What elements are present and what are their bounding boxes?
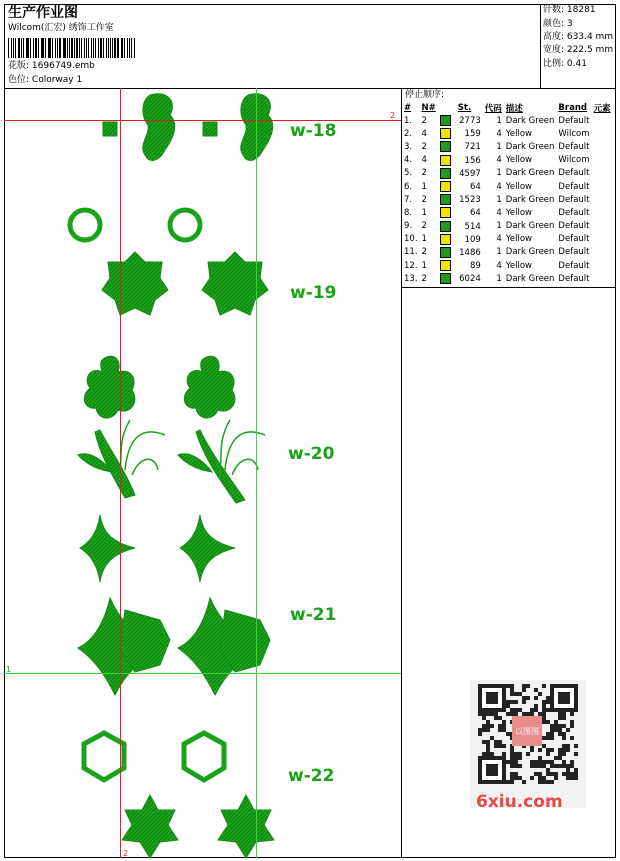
design-file-label: 花版: bbox=[8, 61, 30, 71]
stop-cell-brand: Default bbox=[558, 194, 590, 205]
guide-red-horizontal bbox=[4, 120, 401, 121]
stop-cell-n: 2 bbox=[421, 273, 427, 284]
stop-cell-n: 1 bbox=[421, 234, 427, 245]
stop-cell-brand: Default bbox=[558, 247, 590, 258]
stop-cell-desc: Dark Green bbox=[505, 194, 555, 205]
scale-value: 0.41 bbox=[566, 59, 587, 69]
stop-cell-desc: Dark Green bbox=[505, 168, 555, 179]
stop-col-3: 代码 bbox=[484, 104, 502, 114]
motif-w22-hex-right bbox=[184, 733, 224, 780]
stop-cell-brand: Default bbox=[558, 181, 590, 192]
stop-cell-n: 1 bbox=[421, 207, 427, 218]
guide-red-number-a: 2 bbox=[390, 111, 396, 120]
label-w21: w-21 bbox=[290, 605, 337, 625]
stop-cell-desc: Dark Green bbox=[505, 141, 555, 152]
stop-cell-idx: 9. bbox=[404, 221, 413, 232]
stitch-count: 721 bbox=[464, 142, 481, 153]
stop-cell-code: 1 bbox=[496, 115, 502, 126]
width-label: 宽度: bbox=[543, 45, 565, 55]
stop-cell-code: 1 bbox=[496, 273, 502, 284]
motif-w20-flower-right bbox=[178, 356, 245, 503]
guide-green-horizontal bbox=[4, 673, 401, 674]
stop-cell-code: 4 bbox=[496, 181, 502, 192]
stop-cell-idx: 8. bbox=[404, 207, 413, 218]
label-w22: w-22 bbox=[288, 766, 335, 786]
motif-w19-flower-left bbox=[102, 252, 168, 315]
stitch-count: 1486 bbox=[459, 247, 481, 258]
height-label: 高度: bbox=[543, 32, 565, 42]
watermark-qr bbox=[470, 680, 586, 812]
stop-cell-idx: 12. bbox=[404, 260, 418, 271]
motif-w21-star-right bbox=[180, 515, 235, 582]
motif-w19-ring-left bbox=[70, 210, 100, 240]
stop-cell-idx: 4. bbox=[404, 155, 413, 166]
stop-cell-desc: Dark Green bbox=[505, 221, 555, 232]
stop-cell-desc: Yellow bbox=[505, 234, 532, 245]
stop-cell-brand: Default bbox=[558, 141, 590, 152]
stop-cell-n: 4 bbox=[421, 128, 427, 139]
stop-col-6: 元素 bbox=[593, 104, 611, 114]
stop-cell-n: 2 bbox=[421, 168, 427, 179]
stop-cell-brand: Default bbox=[558, 115, 590, 126]
motif-w22-snowflake-left bbox=[122, 795, 178, 858]
label-w18: w-18 bbox=[290, 121, 337, 141]
stop-cell-brand: Default bbox=[558, 221, 590, 232]
stitch-count: 156 bbox=[464, 155, 481, 166]
motif-w22-hex-left bbox=[84, 733, 124, 780]
page-title: 生产作业图 bbox=[8, 5, 78, 21]
stop-cell-code: 1 bbox=[496, 168, 502, 179]
stop-cell-code: 1 bbox=[496, 221, 502, 232]
stop-cell-idx: 1. bbox=[404, 115, 413, 126]
stop-cell-code: 4 bbox=[496, 155, 502, 166]
motif-w21-star-left bbox=[80, 515, 135, 582]
stop-cell-idx: 3. bbox=[404, 141, 413, 152]
stop-cell-brand: Wilcom bbox=[558, 128, 590, 139]
studio-name: Wilcom(汇宏) 绣饰工作室 bbox=[8, 23, 114, 33]
stop-cell-desc: Yellow bbox=[505, 128, 532, 139]
stop-cell-idx: 6. bbox=[404, 181, 413, 192]
stitches-value: 18281 bbox=[566, 5, 596, 15]
stop-col-4: 描述 bbox=[505, 104, 523, 114]
stop-cell-desc: Dark Green bbox=[505, 273, 555, 284]
height-value: 633.4 mm bbox=[566, 32, 614, 42]
motif-w18-leaf-left bbox=[143, 94, 175, 161]
stop-cell-brand: Default bbox=[558, 207, 590, 218]
label-w20: w-20 bbox=[288, 444, 335, 464]
stop-col-5: Brand bbox=[558, 103, 587, 113]
stitches-label: 针数: bbox=[543, 5, 565, 15]
stop-cell-code: 1 bbox=[496, 194, 502, 205]
stop-cell-code: 4 bbox=[496, 207, 502, 218]
stop-cell-n: 2 bbox=[421, 141, 427, 152]
colors-label: 颜色: bbox=[543, 19, 565, 29]
stop-cell-idx: 13. bbox=[404, 273, 418, 284]
stop-cell-n: 2 bbox=[421, 194, 427, 205]
stitch-count: 4597 bbox=[459, 168, 481, 179]
stop-cell-idx: 10. bbox=[404, 234, 418, 245]
stitch-count: 159 bbox=[464, 129, 481, 140]
stop-cell-brand: Wilcom bbox=[558, 155, 590, 166]
stop-cell-idx: 5. bbox=[404, 168, 413, 179]
stitch-count: 64 bbox=[469, 182, 481, 193]
stitch-count: 89 bbox=[469, 261, 481, 272]
stitch-count: 64 bbox=[469, 208, 481, 219]
stop-cell-idx: 11. bbox=[404, 247, 418, 258]
motif-w18-square-left bbox=[103, 122, 117, 136]
motif-w21-lotus-left bbox=[78, 598, 170, 695]
stitch-count: 1523 bbox=[459, 195, 481, 206]
stop-cell-desc: Yellow bbox=[505, 207, 532, 218]
guide-green-vertical bbox=[256, 88, 257, 858]
colorway: Colorway 1 bbox=[31, 75, 83, 85]
label-w19: w-19 bbox=[290, 283, 337, 303]
stop-cell-n: 2 bbox=[421, 247, 427, 258]
stop-cell-brand: Default bbox=[558, 273, 590, 284]
colors-value: 3 bbox=[566, 19, 573, 29]
watermark-stamp: 以图图 bbox=[512, 716, 542, 746]
stop-cell-desc: Dark Green bbox=[505, 115, 555, 126]
guide-red-vertical bbox=[120, 88, 121, 858]
stop-cell-brand: Default bbox=[558, 234, 590, 245]
stop-col-2: St. bbox=[457, 103, 472, 113]
stop-cell-idx: 7. bbox=[404, 194, 413, 205]
stitch-count: 6024 bbox=[459, 274, 481, 285]
stop-sequence-title: 停止顺序: bbox=[405, 90, 445, 100]
stop-cell-desc: Dark Green bbox=[505, 247, 555, 258]
colorway-label: 色位: bbox=[8, 75, 30, 85]
stop-cell-brand: Default bbox=[558, 168, 590, 179]
stop-cell-code: 1 bbox=[496, 141, 502, 152]
stop-cell-code: 4 bbox=[496, 234, 502, 245]
guide-red-number-b: 2 bbox=[123, 849, 129, 858]
stop-col-0: # bbox=[404, 103, 412, 113]
design-file: 1696749.emb bbox=[31, 61, 95, 71]
stop-cell-idx: 2. bbox=[404, 128, 413, 139]
stop-cell-code: 1 bbox=[496, 247, 502, 258]
stop-cell-brand: Default bbox=[558, 260, 590, 271]
stitch-count: 109 bbox=[464, 234, 481, 245]
stitch-count: 514 bbox=[464, 221, 481, 232]
stop-cell-n: 1 bbox=[421, 260, 427, 271]
stitch-count: 2773 bbox=[459, 116, 481, 127]
stop-cell-desc: Yellow bbox=[505, 181, 532, 192]
motif-w18-square-right bbox=[203, 122, 217, 136]
motif-w19-flower-right bbox=[202, 252, 268, 315]
width-value: 222.5 mm bbox=[566, 45, 614, 55]
stop-cell-n: 2 bbox=[421, 221, 427, 232]
stop-col-1: N# bbox=[421, 103, 436, 113]
scale-label: 比例: bbox=[543, 59, 565, 69]
stop-cell-code: 4 bbox=[496, 260, 502, 271]
stop-cell-code: 4 bbox=[496, 128, 502, 139]
guide-green-number: 1 bbox=[6, 665, 12, 674]
stop-cell-n: 2 bbox=[421, 115, 427, 126]
watermark-site: 6xiu.com bbox=[476, 792, 563, 812]
stop-cell-desc: Yellow bbox=[505, 260, 532, 271]
motif-w19-ring-right bbox=[170, 210, 200, 240]
motif-w22-snowflake-right bbox=[218, 795, 274, 858]
stop-cell-n: 1 bbox=[421, 181, 427, 192]
stop-cell-desc: Yellow bbox=[505, 155, 532, 166]
stop-cell-n: 4 bbox=[421, 155, 427, 166]
